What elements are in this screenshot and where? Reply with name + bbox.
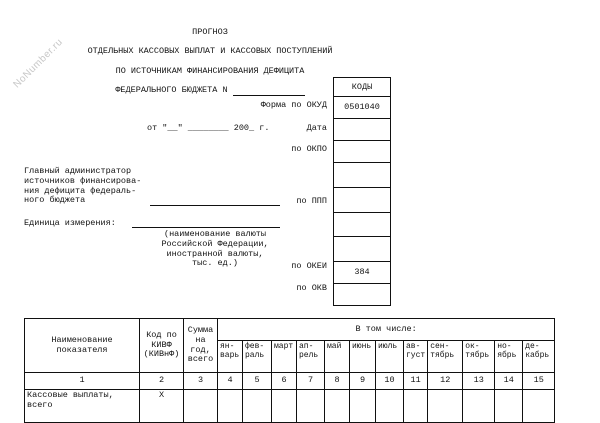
ppp-code-cell-b[interactable] bbox=[334, 187, 390, 212]
column-number: 6 bbox=[272, 373, 297, 390]
date-code-cell[interactable] bbox=[334, 118, 390, 140]
row-cell-month[interactable] bbox=[350, 390, 376, 423]
row-cell-month[interactable] bbox=[523, 390, 555, 423]
watermark: NoNumber.ru bbox=[11, 36, 66, 91]
month-header: ап- рель bbox=[297, 341, 325, 373]
month-header: де- кабрь bbox=[523, 341, 555, 373]
column-number: 12 bbox=[428, 373, 463, 390]
row-cell-month[interactable] bbox=[243, 390, 272, 423]
okv-label: по ОКВ bbox=[296, 283, 327, 293]
column-number: 14 bbox=[495, 373, 523, 390]
row-cell-month[interactable] bbox=[428, 390, 463, 423]
okv-code-cell[interactable] bbox=[334, 283, 390, 305]
unit-label: Единица измерения: bbox=[24, 218, 116, 228]
row-cell-sum[interactable] bbox=[184, 390, 218, 423]
okpo-code-cell[interactable] bbox=[334, 140, 390, 162]
month-header: но- ябрь bbox=[495, 341, 523, 373]
month-header: март bbox=[272, 341, 297, 373]
date-prefix: от "__" ________ 200_ г. bbox=[147, 123, 270, 133]
header-code: Код по КИВФ (КИВнФ) bbox=[140, 319, 184, 373]
column-number: 10 bbox=[376, 373, 404, 390]
okei-code-cell-top[interactable] bbox=[334, 236, 390, 261]
ppp-code-cell-a[interactable] bbox=[334, 162, 390, 187]
row-cell-month[interactable] bbox=[218, 390, 243, 423]
row-code: Х bbox=[140, 390, 184, 423]
okud-code-cell: 0501040 bbox=[334, 96, 390, 118]
column-number: 8 bbox=[325, 373, 350, 390]
unit-code-cell[interactable] bbox=[334, 212, 390, 236]
column-number: 7 bbox=[297, 373, 325, 390]
forecast-table bbox=[24, 318, 555, 423]
column-number: 5 bbox=[243, 373, 272, 390]
title-line-3: ПО ИСТОЧНИКАМ ФИНАНСИРОВАНИЯ ДЕФИЦИТА bbox=[115, 65, 305, 76]
row-name: Кассовые выплаты, всего bbox=[25, 390, 140, 423]
column-number: 15 bbox=[523, 373, 555, 390]
row-cell-month[interactable] bbox=[376, 390, 404, 423]
month-header: июль bbox=[376, 341, 404, 373]
month-header: фев- раль bbox=[243, 341, 272, 373]
month-header: июнь bbox=[350, 341, 376, 373]
table-row bbox=[25, 390, 555, 423]
row-cell-month[interactable] bbox=[463, 390, 495, 423]
okpo-label: по ОКПО bbox=[291, 144, 327, 154]
okei-code-cell: 384 bbox=[334, 261, 390, 283]
header-name: Наименование показателя bbox=[25, 319, 140, 373]
ppp-label: по ППП bbox=[296, 196, 327, 206]
row-cell-month[interactable] bbox=[404, 390, 428, 423]
header-sum: Сумма на год, всего bbox=[184, 319, 218, 373]
month-header: ок- тябрь bbox=[463, 341, 495, 373]
okud-label: Форма по ОКУД bbox=[260, 100, 327, 110]
codes-box bbox=[333, 77, 391, 306]
column-number: 2 bbox=[140, 373, 184, 390]
date-label: Дата bbox=[306, 123, 327, 133]
column-number: 1 bbox=[25, 373, 140, 390]
title-line-2: ОТДЕЛЬНЫХ КАССОВЫХ ВЫПЛАТ И КАССОВЫХ ПОСТУПЛЕНИЙ bbox=[87, 46, 333, 57]
form-title bbox=[60, 18, 360, 106]
column-numbers-row bbox=[25, 373, 555, 390]
column-number: 3 bbox=[184, 373, 218, 390]
unit-field[interactable] bbox=[132, 218, 280, 228]
number-blank[interactable] bbox=[233, 86, 305, 96]
column-number: 9 bbox=[350, 373, 376, 390]
column-number: 4 bbox=[218, 373, 243, 390]
title-line-1: ПРОГНОЗ bbox=[192, 26, 228, 37]
admin-label: Главный администратор источников финансирова- ния дефицита федераль- ного бюджета bbox=[24, 166, 142, 206]
unit-note: (наименование валюты Российской Федерации, иностранной валюты, тыс. ед.) bbox=[161, 229, 269, 269]
row-cell-month[interactable] bbox=[272, 390, 297, 423]
column-number: 13 bbox=[463, 373, 495, 390]
row-cell-month[interactable] bbox=[325, 390, 350, 423]
row-cell-month[interactable] bbox=[297, 390, 325, 423]
okei-label: по ОКЕИ bbox=[291, 261, 327, 271]
title-line-4 bbox=[60, 86, 360, 96]
month-header: ян- варь bbox=[218, 341, 243, 373]
codes-header: КОДЫ bbox=[351, 82, 373, 92]
row-cell-month[interactable] bbox=[495, 390, 523, 423]
title-line-4-text: ФЕДЕРАЛЬНОГО БЮДЖЕТА N bbox=[115, 85, 228, 96]
month-header: ав- густ bbox=[404, 341, 428, 373]
month-header: май bbox=[325, 341, 350, 373]
header-including: В том числе: bbox=[218, 319, 555, 341]
month-header: сен- тябрь bbox=[428, 341, 463, 373]
column-number: 11 bbox=[404, 373, 428, 390]
admin-field[interactable] bbox=[150, 196, 280, 206]
